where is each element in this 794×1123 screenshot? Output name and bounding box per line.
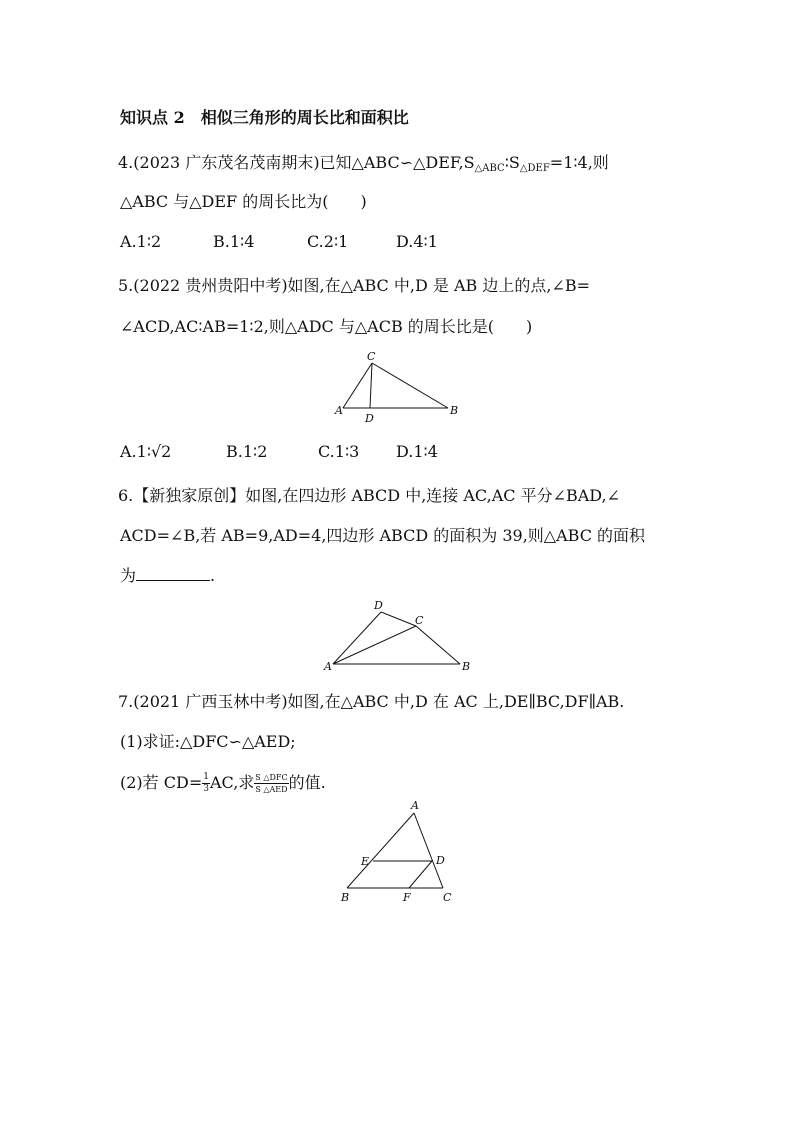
- q5-segment-cd: [370, 363, 372, 408]
- q7-part2-prefix: (2)若 CD=: [120, 773, 203, 792]
- q7-frac-numerator: 1: [203, 772, 209, 782]
- section-title: 知识点 2 相似三角形的周长比和面积比: [120, 108, 409, 127]
- q4-sub-abc: △ABC: [474, 163, 505, 174]
- q4-line1: [118, 153, 609, 176]
- q7-label-d: D: [436, 854, 445, 867]
- q7-frac-denominator: 3: [203, 784, 209, 794]
- q4-option-a: A.1∶2: [120, 232, 162, 251]
- q7-part2: [120, 772, 326, 795]
- q4-option-d: D.4∶1: [396, 232, 438, 251]
- q6-label-a: A: [324, 660, 332, 673]
- q5-label-b: B: [450, 404, 459, 417]
- q5-option-c: C.1∶3: [318, 442, 360, 461]
- q7-part2-mid: AC,求: [209, 773, 255, 792]
- q5-triangle-figure: [330, 348, 470, 424]
- q6-line3-prefix: 为: [120, 566, 137, 585]
- q7-ratio-denominator: S △AED: [255, 785, 288, 794]
- q6-line3-suffix: .: [210, 566, 216, 585]
- q4-sub-def: △DEF: [519, 163, 550, 174]
- q6-line2: ACD=∠B,若 AB=9,AD=4,四边形 ABCD 的面积为 39,则△ABC 的面积: [120, 526, 646, 545]
- q4-text-a: 4.(2023 广东茂名茂南期末)已知△ABC∽△DEF,S: [118, 153, 475, 172]
- q6-segment-ac: [333, 626, 416, 664]
- q7-segment-ab: [347, 813, 414, 888]
- q7-segment-df: [409, 861, 432, 888]
- q5-label-c: C: [367, 350, 376, 363]
- q6-segment-cb: [416, 626, 460, 664]
- q7-label-e: E: [361, 855, 370, 868]
- q4-text-tail: =1∶4,则: [549, 153, 609, 172]
- q5-option-b: B.1∶2: [226, 442, 268, 461]
- q7-label-c: C: [443, 891, 452, 904]
- q4-option-b: B.1∶4: [213, 232, 255, 251]
- q4-line2: △ABC 与△DEF 的周长比为( ): [120, 192, 367, 211]
- q7-line1: 7.(2021 广西玉林中考)如图,在△ABC 中,D 在 AC 上,DE∥BC,DF∥AB.: [118, 692, 625, 711]
- q6-segment-dc: [381, 612, 416, 626]
- q5-label-a: A: [335, 404, 343, 417]
- q4-option-c: C.2∶1: [307, 232, 349, 251]
- q7-fraction-one-third: [202, 772, 210, 795]
- q6-label-c: C: [415, 614, 424, 627]
- q5-option-a: A.1∶√2: [120, 442, 172, 461]
- q6-answer-blank[interactable]: [136, 566, 210, 581]
- q5-segment-ac: [343, 363, 372, 408]
- q5-segment-cb: [372, 363, 448, 408]
- q5-label-d: D: [365, 412, 374, 424]
- q5-line2: ∠ACD,AC∶AB=1∶2,则△ADC 与△ACB 的周长比是( ): [120, 317, 533, 336]
- q7-part2-suffix: 的值.: [288, 773, 326, 792]
- q6-line3: [120, 566, 215, 586]
- q5-option-d: D.1∶4: [396, 442, 438, 461]
- q5-line1: 5.(2022 贵州贵阳中考)如图,在△ABC 中,D 是 AB 边上的点,∠B=: [118, 276, 591, 295]
- q7-label-b: B: [341, 891, 350, 904]
- q7-label-a: A: [411, 800, 419, 812]
- q7-area-ratio: [254, 772, 288, 795]
- q6-segment-ad: [333, 612, 381, 664]
- q7-label-f: F: [403, 891, 411, 904]
- q7-triangle-figure: [330, 800, 460, 910]
- q6-label-d: D: [374, 599, 383, 612]
- q6-label-b: B: [462, 660, 471, 673]
- q6-line1: 6.【新独家原创】如图,在四边形 ABCD 中,连接 AC,AC 平分∠BAD,∠: [118, 486, 621, 505]
- q7-part1: (1)求证:△DFC∽△AED;: [120, 732, 296, 751]
- q6-quadrilateral-figure: [318, 598, 478, 674]
- q4-text-mid: ∶S: [504, 153, 520, 172]
- q7-ratio-numerator: S △DFC: [255, 773, 288, 782]
